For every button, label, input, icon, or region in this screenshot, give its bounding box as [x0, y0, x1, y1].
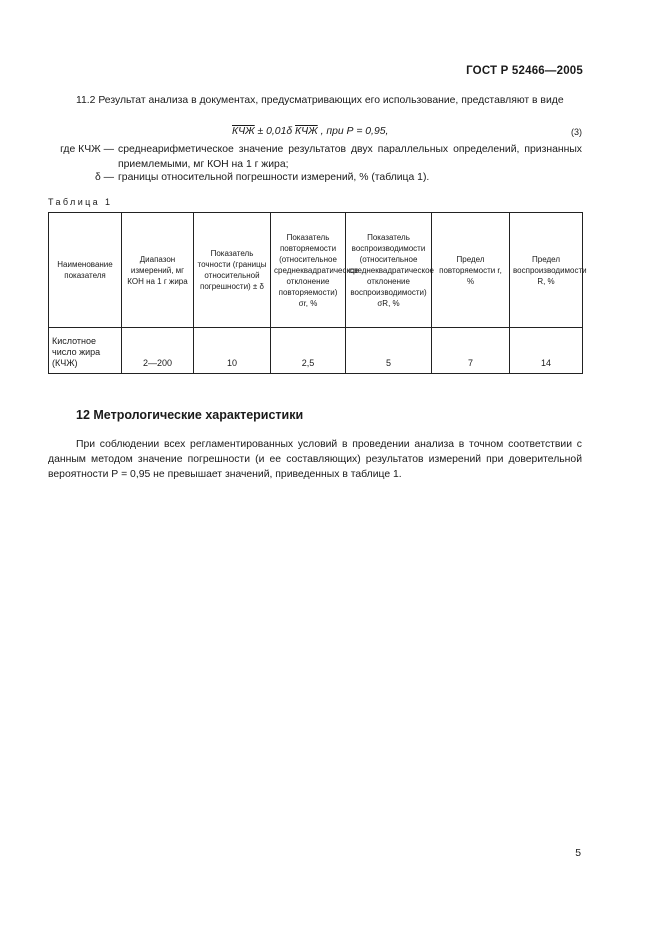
column-header: Предел воспроизводимости R, % — [510, 213, 583, 328]
where-term: δ — — [94, 172, 114, 183]
document-header: ГОСТ Р 52466—2005 — [466, 65, 583, 77]
formula-plusminus: ± 0,01δ — [254, 126, 296, 137]
table-cell: 2—200 — [122, 328, 194, 374]
page-number: 5 — [575, 848, 581, 859]
section-12-heading: 12 Метрологические характеристики — [76, 408, 304, 422]
where-term: где КЧЖ — — [60, 144, 114, 155]
formula-condition: , при Р = 0,95, — [317, 126, 389, 137]
table-cell: 14 — [510, 328, 583, 374]
formula-mean-kchzh-2: КЧЖ — [295, 126, 318, 137]
equation-number: (3) — [571, 127, 582, 137]
table-cell: 10 — [194, 328, 271, 374]
paragraph-12: При соблюдении всех регламентированных условий в проведении анализа в точном соответствии с данным методом значение погрешности (и ее составляющих) результатов измерений при доверительной вероятности Р = 0,95 не превышает значений, приведенных в таблице 1. — [48, 439, 582, 480]
table-cell: 7 — [432, 328, 510, 374]
table-header-row — [49, 213, 583, 328]
table-label: Таблица 1 — [48, 197, 113, 207]
where-item-delta — [48, 170, 582, 185]
table-cell: Кислотное число жира (КЧЖ) — [49, 328, 122, 374]
table-cell: 2,5 — [271, 328, 346, 374]
formula-mean-kchzh: КЧЖ — [232, 126, 255, 137]
column-header: Показатель точности (границы относительной погрешности) ± δ — [194, 213, 271, 328]
column-header: Показатель воспроизводимости (относительное среднеквадратическое отклонение воспроизводимости) σR, % — [346, 213, 432, 328]
where-item-kchzh — [48, 142, 582, 172]
table-row — [49, 328, 583, 374]
column-header: Диапазон измерений, мг КОН на 1 г жира — [122, 213, 194, 328]
where-definition: границы относительной погрешности измерений, % (таблица 1). — [118, 172, 430, 183]
table-cell: 5 — [346, 328, 432, 374]
paragraph-11-2: 11.2 Результат анализа в документах, предусматривающих его использование, представляют в виде — [76, 95, 564, 106]
column-header: Наименование показателя — [49, 213, 122, 328]
formula-expression — [232, 126, 388, 137]
column-header: Предел повторяемости r, % — [432, 213, 510, 328]
column-header: Показатель повторяемости (относительное среднеквадратическое отклонение повторяемости) σr, % — [271, 213, 346, 328]
metrology-table — [48, 212, 587, 374]
where-definition: среднеарифметическое значение результатов двух параллельных определений, признанных приемлемыми, мг КОН на 1 г жира; — [118, 144, 582, 170]
formula-3 — [48, 126, 582, 141]
